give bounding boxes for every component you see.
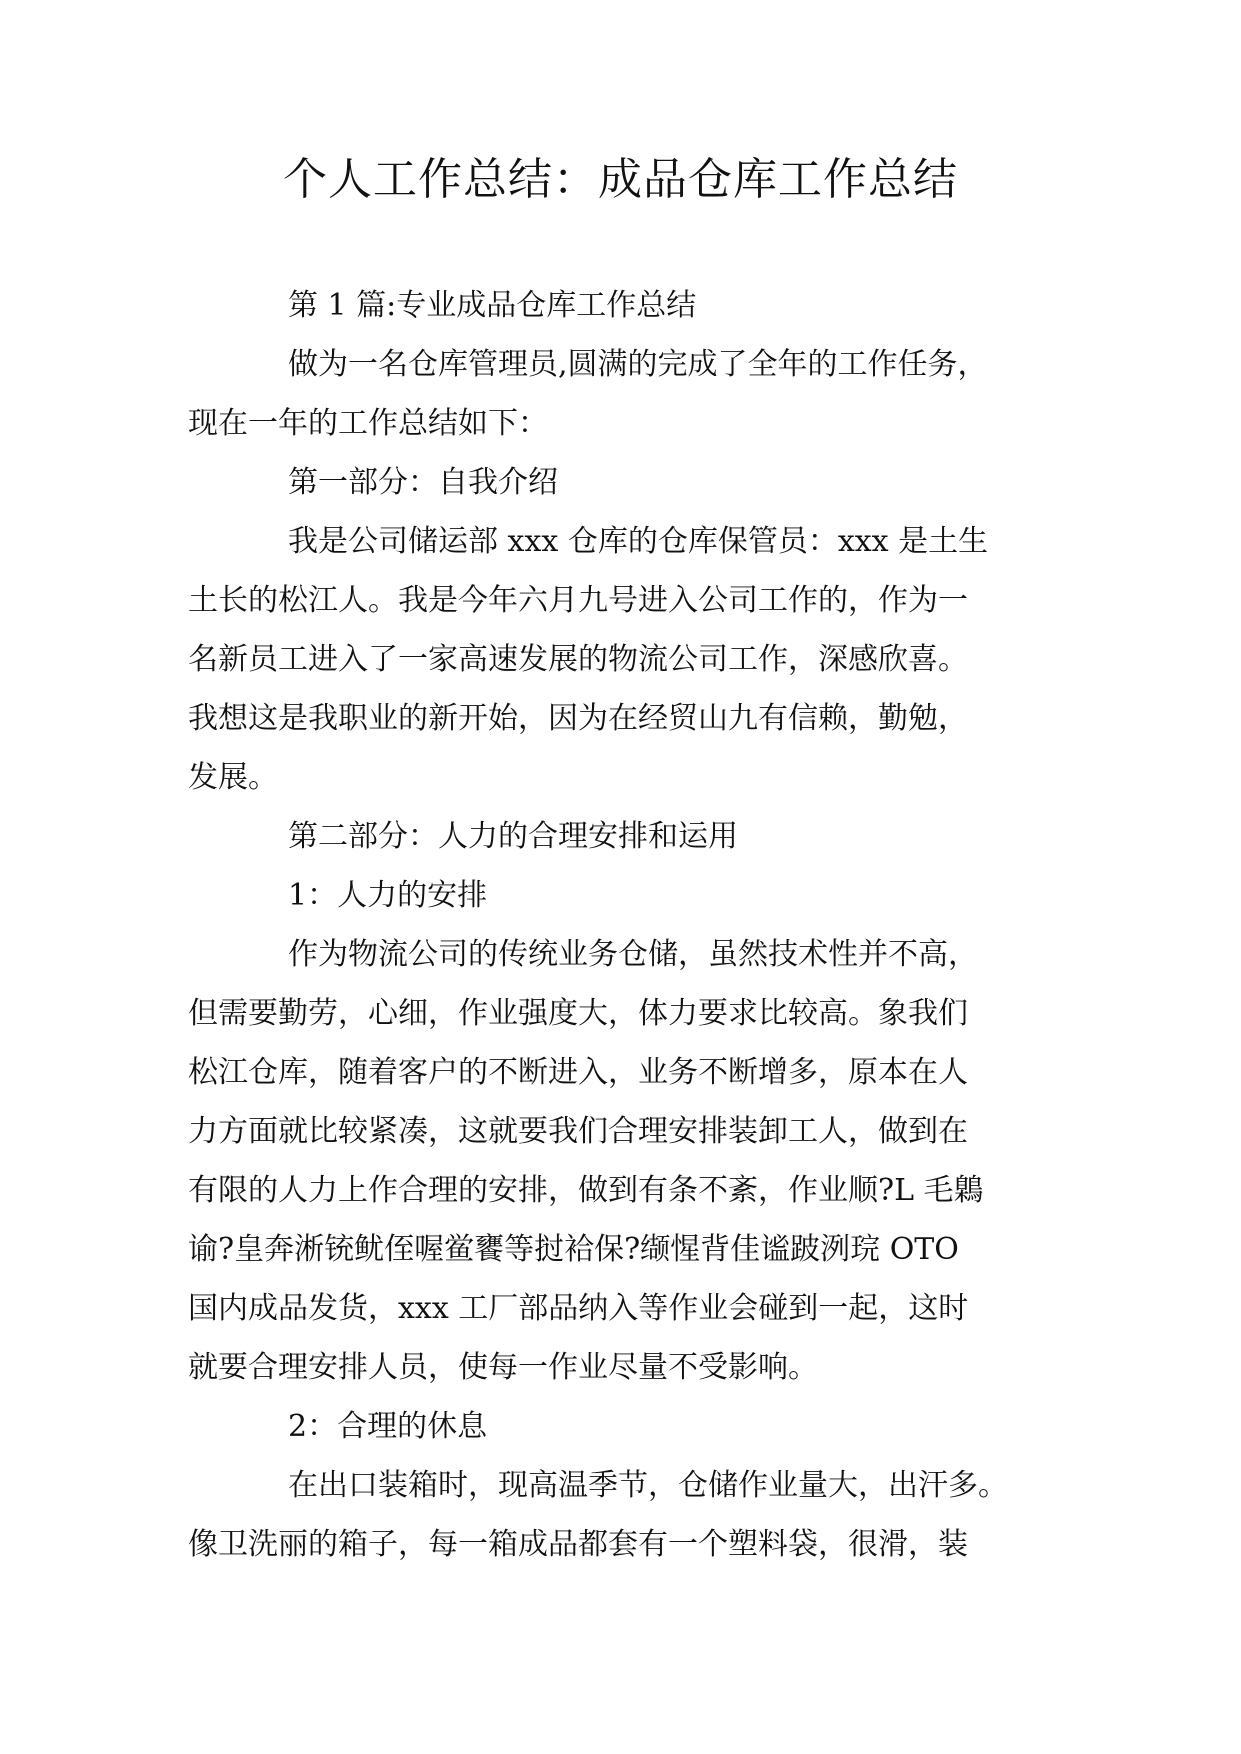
text-line: 作为物流公司的传统业务仓储，虽然技术性并不高， (288, 937, 978, 972)
text-line: 在出口装箱时，现高温季节，仓储作业量大，出汗多。 (288, 1468, 1008, 1503)
subsection-heading: 1：人力的安排 (288, 878, 488, 913)
text-line: 第 1 篇:专业成品仓库工作总结 (288, 288, 697, 323)
text-line: 做为一名仓库管理员,圆满的完成了全年的工作任务， (288, 347, 988, 382)
page-title: 个人工作总结：成品仓库工作总结 (283, 154, 958, 205)
text-line: 名新员工进入了一家高速发展的物流公司工作，深感欣喜。 (188, 642, 968, 677)
text-line: 像卫洗丽的箱子，每一箱成品都套有一个塑料袋，很滑，装 (188, 1527, 968, 1562)
document-body (188, 276, 1050, 1574)
text-line: 发展。 (188, 760, 278, 795)
text-line: 现在一年的工作总结如下： (188, 406, 548, 441)
text-line: 谕?皇奔淅铳鱿侄喔鲎饔等挝袷保?缬惺背佳谧跛洌琓 OTO (188, 1232, 959, 1267)
text-line: 就要合理安排人员，使每一作业尽量不受影响。 (188, 1350, 818, 1385)
section-heading: 第二部分：人力的合理安排和运用 (288, 819, 738, 854)
text-line: 有限的人力上作合理的安排，做到有条不紊，作业顺?L 毛鷍 (188, 1173, 984, 1208)
text-line: 力方面就比较紧凑，这就要我们合理安排装卸工人，做到在 (188, 1114, 968, 1149)
text-line: 国内成品发货，xxx 工厂部品纳入等作业会碰到一起，这时 (188, 1291, 969, 1326)
section-heading: 第一部分：自我介绍 (288, 465, 558, 500)
text-line: 但需要勤劳，心细，作业强度大，体力要求比较高。象我们 (188, 996, 968, 1031)
text-line: 我是公司储运部 xxx 仓库的仓库保管员：xxx 是土生 (288, 524, 989, 559)
text-line: 我想这是我职业的新开始，因为在经贸山九有信赖，勤勉， (188, 701, 968, 736)
subsection-heading: 2：合理的休息 (288, 1409, 488, 1444)
text-line: 松江仓库，随着客户的不断进入，业务不断增多，原本在人 (188, 1055, 968, 1090)
text-line: 土长的松江人。我是今年六月九号进入公司工作的，作为一 (188, 583, 968, 618)
